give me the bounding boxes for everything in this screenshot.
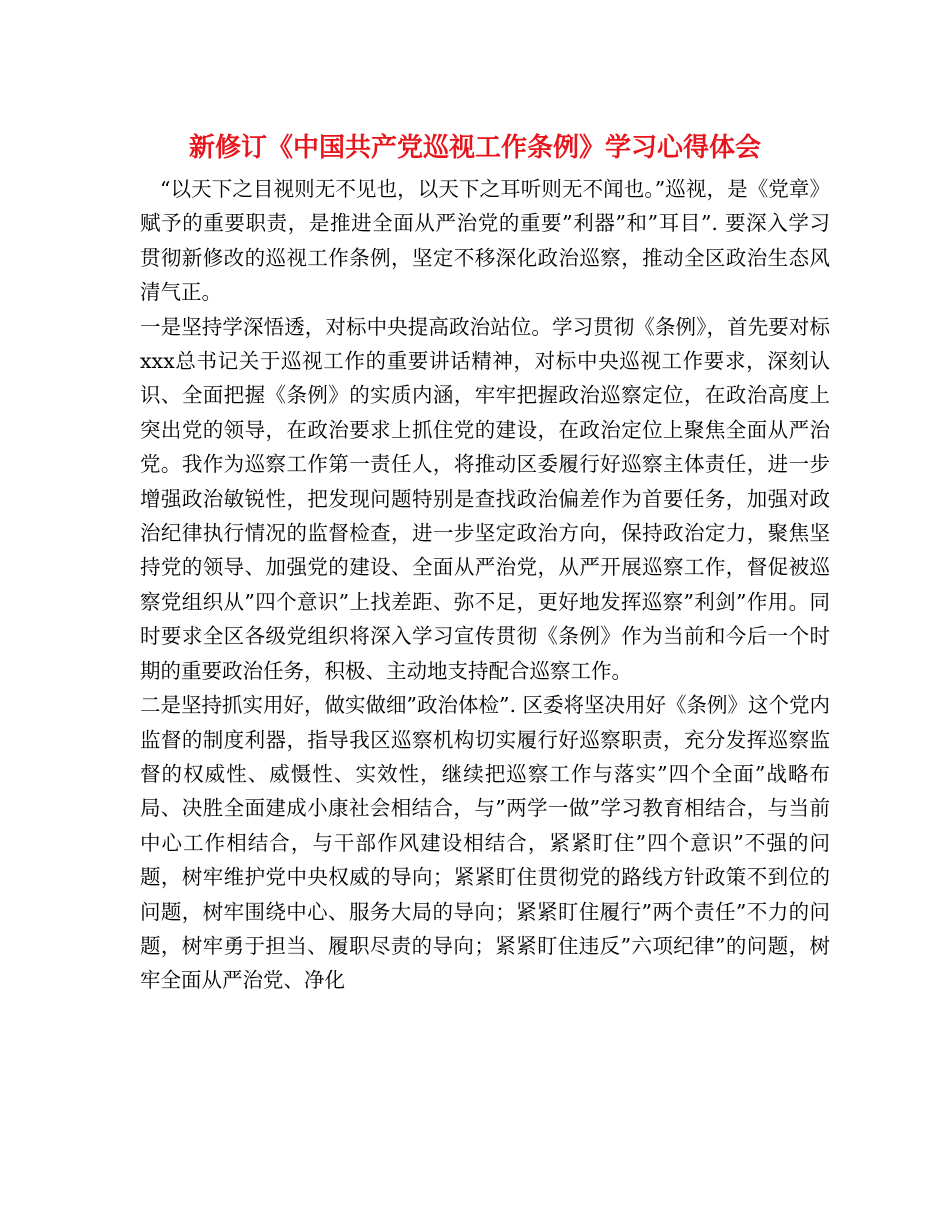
document-title: 新修订《中国共产党巡视工作条例》学习心得体会: [188, 133, 761, 163]
paragraph-intro: “以天下之目视则无不见也，以天下之耳听则无不闻也。”巡视，是《党章》赋予的重要职责，是推进全面从严治党的重要”利器”和”耳目”. 要深入学习贯彻新修改的巡视工作条例，坚定不移深化政治巡察，推动全区政治生态风清气正。: [140, 177, 830, 305]
paragraph-point-two: 二是坚持抓实用好，做实做细”政治体检”. 区委将坚决用好《条例》这个党内监督的制度利器，指导我区巡察机构切实履行好巡察职责，充分发挥巡察监督的权威性、威慑性、实效性，继续把巡察工作与落实”四个全面”战略布局、决胜全面建成小康社会相结合，与”两学一做”学习教育相结合，与当前中心工作相结合，与干部作风建设相结合，紧紧盯住”四个意识”不强的问题，树牢维护党中央权威的导向；紧紧盯住贯彻党的路线方针政策不到位的问题，树牢围绕中心、服务大局的导向；紧紧盯住履行”两个责任”不力的问题，树牢勇于担当、履职尽责的导向；紧紧盯住违反”六项纪律”的问题，树牢全面从严治党、净化: [140, 693, 830, 993]
document-body: [140, 172, 830, 998]
paragraph-point-one: 一是坚持学深悟透，对标中央提高政治站位。学习贯彻《条例》，首先要对标xxx总书记关于巡视工作的重要讲话精神，对标中央巡视工作要求，深刻认识、全面把握《条例》的实质内涵，牢牢把握政治巡察定位，在政治高度上突出党的领导，在政治要求上抓住党的建设，在政治定位上聚焦全面从严治党。我作为巡察工作第一责任人，将推动区委履行好巡察主体责任，进一步增强政治敏锐性，把发现问题特别是查找政治偏差作为首要任务，加强对政治纪律执行情况的监督检查，进一步坚定政治方向，保持政治定力，聚焦坚持党的领导、加强党的建设、全面从严治党，从严开展巡察工作，督促被巡察党组织从”四个意识”上找差距、弥不足，更好地发挥巡察”利剑”作用。同时要求全区各级党组织将深入学习宣传贯彻《条例》作为当前和今后一个时期的重要政治任务，积极、主动地支持配合巡察工作。: [140, 314, 830, 683]
